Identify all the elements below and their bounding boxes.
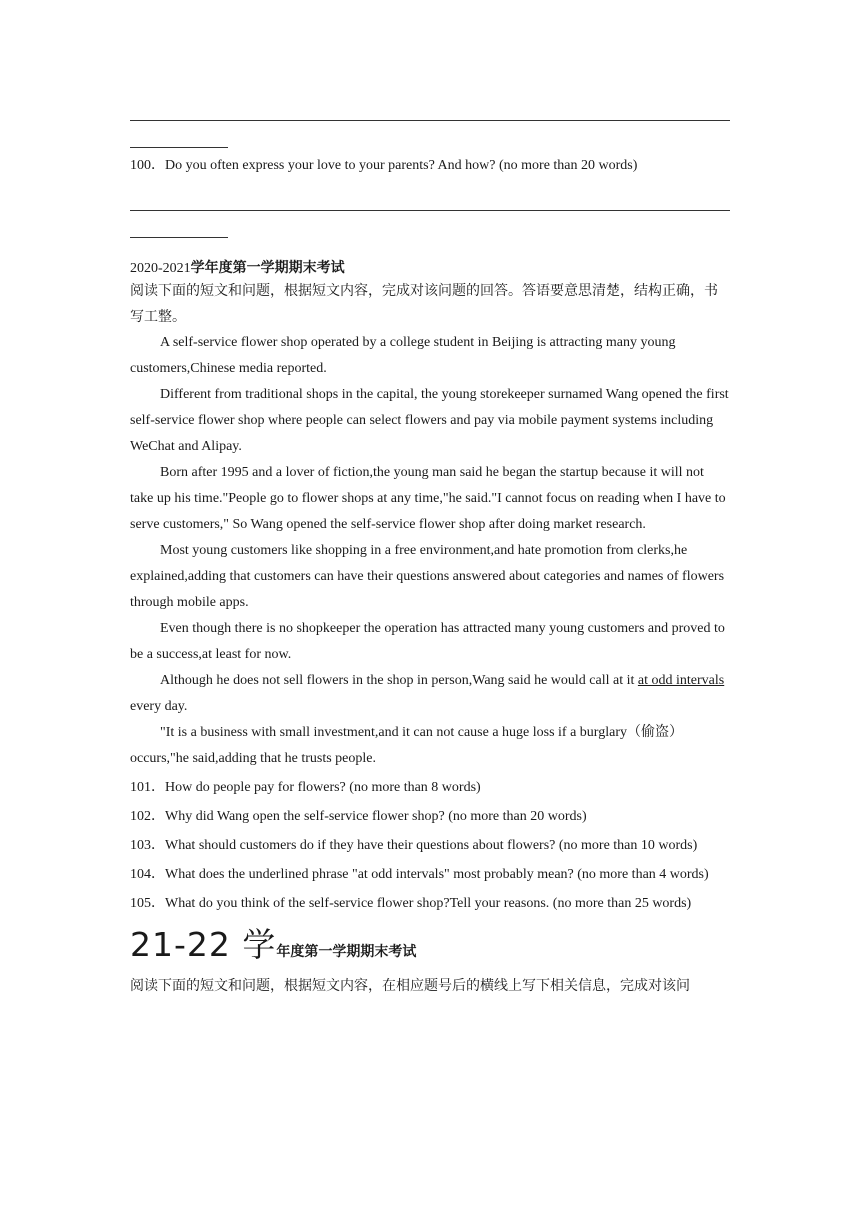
section2-heading [130,924,730,973]
section-year: 2020-2021 [130,261,191,276]
section2-instruction: 阅读下面的短文和问题，根据短文内容，在相应题号后的横线上写下相关信息，完成对该问 [130,978,690,994]
section-instruction: 阅读下面的短文和问题，根据短文内容，完成对该问题的回答。答语要意思清楚，结构正确，书写工整。 [130,283,718,325]
document-content [130,108,730,999]
question-103: 103．What should customers do if they have their questions about flowers? (no more than 10 words) [130,838,698,853]
passage-paragraph-3: Born after 1995 and a lover of fiction,the young man said he began the startup because it will not take up his time."People go to flower shops at any time,"he said."I cannot focus on reading when I have to serve customers," So Wang opened the self-service flower shop after doing market research. [130,465,726,532]
passage-paragraph-7: "It is a business with small investment,and it can not cause a huge loss if a burglary（偷盗）occurs,"he said,adding that he trusts people. [130,725,683,766]
underlined-phrase: at odd intervals [637,673,725,688]
answer-line [130,108,730,121]
section2-heading-large: 21-22 学 [130,925,277,964]
question-105: 105．What do you think of the self-service flower shop?Tell your reasons. (no more than 25 words) [130,896,692,911]
paragraph-text: Although he does not sell flowers in the shop in person,Wang said he would call at it [160,673,638,688]
answer-line [130,198,730,211]
passage-paragraph-6 [130,668,730,720]
paragraph-text: every day. [130,699,188,714]
passage-paragraph-1: A self-service flower shop operated by a college student in Beijing is attracting many young customers,Chinese media reported. [130,335,676,376]
question-101: 101．How do people pay for flowers? (no more than 8 words) [130,780,481,795]
question-104: 104．What does the underlined phrase "at odd intervals" most probably mean? (no more than 4 words) [130,867,709,882]
answer-line-short [130,211,228,238]
section-heading [130,258,730,278]
answer-line-short [130,121,228,148]
section-title: 学年度第一学期期末考试 [190,259,345,275]
passage-paragraph-5: Even though there is no shopkeeper the operation has attracted many young customers and proved to be a success,at least for now. [130,621,725,662]
passage-paragraph-2: Different from traditional shops in the capital, the young storekeeper surnamed Wang opened the first self-service flower shop where people can select flowers and pay via mobile payment systems including WeChat and Alipay. [130,387,729,454]
section2-heading-small: 年度第一学期期末考试 [276,944,417,960]
question-list [130,774,730,918]
question-102: 102．Why did Wang open the self-service flower shop? (no more than 20 words) [130,809,587,824]
question-100: 100．Do you often express your love to your parents? And how? (no more than 20 words) [130,158,638,173]
passage-paragraph-4: Most young customers like shopping in a free environment,and hate promotion from clerks,he explained,adding that customers can have their questions answered about categories and names of flowers through mobile apps. [130,543,725,610]
